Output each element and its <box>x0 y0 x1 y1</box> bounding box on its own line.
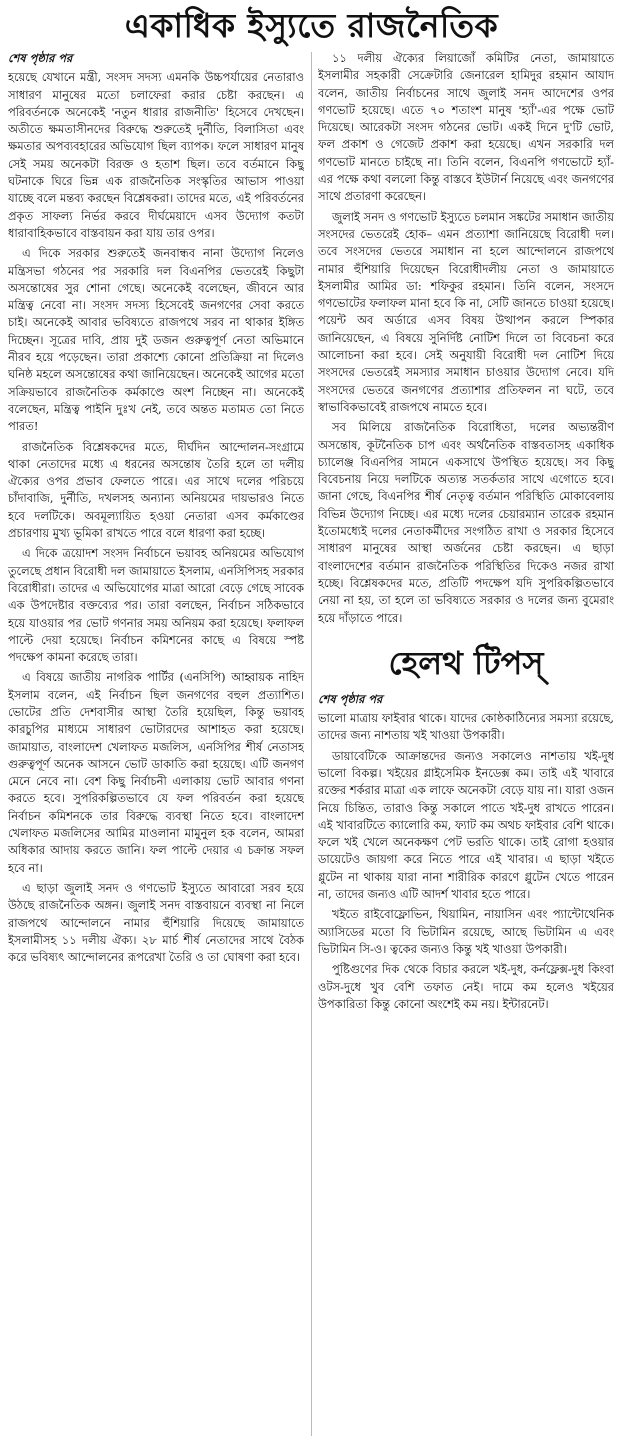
health-tips-headline: হেলথ টিপস্ <box>388 643 544 682</box>
headline: একাধিক ইস্যুতে রাজনৈতিক <box>124 6 499 45</box>
health-paragraph: ডায়াবেটিকে আক্রান্তদের জন্যও সকালেও নাশতায় খই-দুধ ভালো বিকল্প। খইয়ের গ্লাইসেমিক ইনডেক্স কম। তাই এই খাবারে রক্তের শর্করার মাত্রা এক লাফে অনেকটা বেড়ে যায় না। যারা ওজন নিয়ে চিন্তিত, তারাও কিন্তু সকালে পাতে খই-দুধ রাখতে পারেন। এই খাবারটিতে ক্যালোরি কম, ফ্যাট কম অথচ ফাইবার বেশি থাকে। ফলে খই খেলে অনেকক্ষণ পেট ভরতি থাকে। তাই রোগা হওয়ার ডায়েটেও জায়গা করে নিতে পারে এই খাবার। এ ছাড়া খইতে গ্লুটেন না থাকায় যারা নানা শারীরিক কারণে গ্লুটেন খেতে পারেন না, তাদের জন্যও এটি আদর্শ খাবার হতে পারে। <box>318 748 614 902</box>
article-paragraph: সব মিলিয়ে রাজনৈতিক বিরোধিতা, দলের অভ্যন্তরীণ অসন্তোষ, কূটনৈতিক চাপ এবং অর্থনৈতিক বাস্তবতাসহ একাধিক চ্যালেঞ্জ বিএনপির সামনে একসাথে উপস্থিত হয়েছে। সব কিছু বিবেচনায় নিয়ে দলটিকে অত্যন্ত সতর্কতার সাথে এগোতে হবে। জানা গেছে, বিএনপির শীর্ষ নেতৃত্ব বর্তমান পরিস্থিতি মোকাবেলায় বিভিন্ন উদ্যোগ নিচ্ছে। এর মধ্যে দলের চেয়ারম্যান তারেক রহমান ইতোমধ্যেই দলের নেতাকর্মীদের সংগঠিত রাখা ও সরকার হিসেবে সাধারণ মানুষের আস্থা অর্জনের চেষ্টা করছেন। এ ছাড়া বাংলাদেশের বর্তমান রাজনৈতিক পরিস্থিতির দিকেও নজর রাখা হচ্ছে। বিশ্লেষকদের মতে, প্রতিটি পদক্ষেপ যদি সুপরিকল্পিতভাবে নেয়া না হয়, তা হলে তা ভবিষ্যতে সরকার ও দলের জন্য বুমেরাং হয়ে দাঁড়াতে পারে। <box>318 420 614 625</box>
article-paragraph: এ দিকে সরকার শুরুতেই জনবান্ধব নানা উদ্যোগ নিলেও মন্ত্রিসভা গঠনের পর সরকারি দল বিএনপির ভেতরেই কিছুটা অসন্তোষের সুর শোনা গেছে। অনেকেই বলেছেন, জীবনে আর মন্ত্রিত্ব নেবো না। সংসদ সদস্য হিসেবেই জনগণের সেবা করতে চাই। অনেকেই আবার ভবিষ্যতে রাজপথে সরব না থাকার ইঙ্গিত দিচ্ছেন। সূত্রের দাবি, প্রায় দুই ডজন গুরুত্বপূর্ণ নেতা অভিমানে নীরব হয়ে পড়েছেন। তারা প্রকাশ্যে কোনো প্রতিক্রিয়া না দিলেও ঘনিষ্ঠ মহলে অসন্তোষের কথা জানিয়েছেন। অনেকেই আগের মতো সক্রিয়ভাবে রাজনৈতিক কর্মকাণ্ডে অংশ নিচ্ছেন না। অনেকেই বলেছেন, মন্ত্রিত্ব পাইনি দুঃখ নেই, তবে অন্তত মতামত তো নিতে পারত! <box>8 246 304 434</box>
health-paragraph: ভালো মাত্রায় ফাইবার থাকে। যাদের কোষ্ঠকাঠিন্যের সমস্যা রয়েছে, তাদের জন্য নাশতায় খই খাওয়া উপকারী। <box>318 711 614 743</box>
left-column <box>8 50 304 1440</box>
article-paragraph: এ দিকে ত্রয়োদশ সংসদ নির্বাচনে ভয়াবহ অনিয়মের অভিযোগ তুলেছে প্রধান বিরোধী দল জামায়াতে ইসলাম, এনসিপিসহ সরকার বিরোধীরা। তাদের এ অভিযোগের মাত্রা আরো বেড়ে গেছে সাবেক এক উপদেষ্টার বক্তব্যের পর। তারা বলছেন, নির্বাচন সঠিকভাবে হয়ে যাওয়ার পর ভোট গণনার সময় অনিয়ম করা হয়েছে। ফলাফল পাল্টে দেয়া হয়েছে। নির্বাচন কমিশনের কাছে এ বিষয়ে স্পষ্ট পদক্ষেপ কামনা করেছে তারা। <box>8 546 304 665</box>
continued-label: শেষ পৃষ্ঠার পর <box>8 51 73 65</box>
continued-label: শেষ পৃষ্ঠার পর <box>318 691 383 706</box>
article-paragraph: জুলাই সনদ ও গণভোট ইস্যুতে চলমান সঙ্কটের সমাধান জাতীয় সংসদের ভেতরেই হোক– এমন প্রত্যাশা জানিয়েছে বিরোধী দল। তবে সংসদের ভেতরে সমাধান না হলে আন্দোলনে রাজপথে নামার হুঁশিয়ারি দিয়েছেন বিরোধীদলীয় নেতা ও জামায়াতে ইসলামীর আমির ডা: শফিকুর রহমান। তিনি বলেন, সংসদে গণভোটের ফলাফল মানা হবে কি না, সেটি জানতে চাওয়া হয়েছে। পয়েন্ট অব অর্ডারে এসব বিষয় উত্থাপন করলে স্পিকার জানিয়েছেন, এ বিষয়ে সুনির্দিষ্ট নোটিশ দিলে তা বিবেচনা করে আলোচনা করা হবে। সেই অনুযায়ী বিরোধী দল নোটিশ দিয়ে সংসদের ভেতরেই সমস্যার সমাধান চাওয়ার উদ্যোগ নেবে। যদি সংসদের ভেতরে জনগণের প্রত্যাশার প্রতিফলন না ঘটে, তবে স্বাভাবিকভাবেই রাজপথে নামতে হবে। <box>318 209 614 414</box>
article-paragraph: হয়েছে যেখানে মন্ত্রী, সংসদ সদস্য এমনকি উচ্চপর্যায়ের নেতারাও সাধারণ মানুষের মতো চলাফেরা করার চেষ্টা করছেন। এ পরিবর্তনকে অনেকেই 'নতুন ধারার রাজনীতি' হিসেবে দেখছেন। অতীতে ক্ষমতাসীনদের বিরুদ্ধে শুরুতেই দুর্নীতি, বিলাসিতা এবং ক্ষমতার অপব্যবহারের অভিযোগ ছিল ব্যাপক। ফলে সাধারণ মানুষ সেই সময় অনেকটা বিরক্ত ও হতাশ ছিল। তবে বর্তমানে কিছু ঘটনাকে ঘিরে ভিন্ন এক রাজনৈতিক সংস্কৃতির আভাস পাওয়া যাচ্ছে বলে মন্তব্য করছেন বিশ্লেষকরা। তাদের মতে, এই পরিবর্তনের প্রকৃত সাফল্য নির্ভর করবে দীর্ঘমেয়াদে এসব উদ্যোগ কতটা ধারাবাহিকভাবে বাস্তবায়ন করা যায় তার ওপর। <box>8 70 304 240</box>
article-paragraph: এ বিষয়ে জাতীয় নাগরিক পার্টির (এনসিপি) আহ্বায়ক নাহিদ ইসলাম বলেন, এই নির্বাচন ছিল জনগণের বহুল প্রত্যাশিত। ভোটের প্রতি দেশবাসীর আস্থা তৈরি হয়েছিল, কিন্তু ভয়াবহ কারচুপির মাধ্যমে সাধারণ ভোটারদের আশাহত করা হয়েছে। জামায়াত, বাংলাদেশ খেলাফত মজলিস, এনসিপির শীর্ষ নেতাসহ গুরুত্বপূর্ণ অনেক আসনে ভোট ডাকাতি করা হয়েছে। এটি জনগণ মেনে নেবে না। বেশ কিছু নির্বাচনী এলাকায় ভোট আবার গণনা করতে হবে। সুপরিকল্পিতভাবে যে ফল পরিবর্তন করা হয়েছে নির্বাচন কমিশনকে তার বিরুদ্ধে ব্যবস্থা নিতে হবে। বাংলাদেশ খেলাফত মজলিসের আমির মাওলানা মামুনুল হক বলেন, আমরা অধিকার আদায় করতে জানি। ফল পাল্টে দেয়ার এ চক্রান্ত সফল হবে না। <box>8 670 304 875</box>
right-column <box>318 50 614 1440</box>
article-paragraph: রাজনৈতিক বিশ্লেষকদের মতে, দীর্ঘদিন আন্দোলন-সংগ্রামে থাকা নেতাদের মধ্যে এ ধরনের অসন্তোষ তৈরি হলে তা দলীয় ঐক্যের ওপর প্রভাব ফেলতে পারে। এর সাথে দলের পরিচয়ে চাঁদাবাজি, দুর্নীতি, দখলসহ অন্যান্য অনিয়মের দায়ভারও নিতে হবে দলটিকে। অবমূল্যায়িত হওয়া নেতারা এসব কর্মকাণ্ডের প্রচারণায় মুখ্য ভূমিকা রাখতে পারে বলে ধারণা করা হচ্ছে। <box>8 439 304 541</box>
health-paragraph: খইতে রাইবোফ্লোভিন, থিয়ামিন, নায়াসিন এবং প্যান্টোথেনিক অ্যাসিডের মতো বি ভিটামিন রয়েছে, আছে ভিটামিন এ এবং ভিটামিন সি-ও। ত্বকের জন্যও কিন্তু খই খাওয়া উপকারী। <box>318 907 614 956</box>
column-divider <box>311 52 312 1436</box>
article-paragraph: ১১ দলীয় ঐক্যের লিয়াজোঁ কমিটির নেতা, জামায়াতে ইসলামীর সহকারী সেক্রেটারি জেনারেল হামিদুর রহমান আযাদ বলেন, জাতীয় নির্বাচনের সাথে জুলাই সনদ আদেশের ওপর গণভোট হয়েছে। এতে ৭০ শতাংশ মানুষ 'হ্যাঁ'-এর পক্ষে ভোট দিয়েছে। আরেকটা সংসদ গঠনের ভোট। একই দিনে দু'টি ভোট, ফল প্রকাশ ও গেজেট প্রকাশ করা হয়েছে। এখন সরকারি দল গণভোট মানতে চাইছে না। তিনি বলেন, বিএনপি গণভোটে হ্যাঁ-এর পক্ষে কথা বললো কিন্তু বাস্তবে ইউটার্ন নিয়েছে এবং জনগণের সাথে প্রতারণা করেছেন। <box>318 51 614 204</box>
health-paragraph: পুষ্টিগুণের দিক থেকে বিচার করলে খই-দুধ, কর্নফ্লেক্স-দুধ কিংবা ওটস-দুধে খুব বেশি তফাত নেই। দামে কম হলেও খইয়ের উপকারিতা কিন্তু কোনো অংশেই কম নয়। ইন্টারনেট। <box>318 962 614 1011</box>
article-paragraph: এ ছাড়া জুলাই সনদ ও গণভোট ইস্যুতে আবারো সরব হয়ে উঠছে রাজনৈতিক অঙ্গন। জুলাই সনদ বাস্তবায়নে ব্যবস্থা না নিলে রাজপথে আন্দোলনে নামার হুঁশিয়ারি দিয়েছে জামায়াতে ইসলামীসহ ১১ দলীয় ঐক্য। ২৮ মার্চ শীর্ষ নেতাদের সাথে বৈঠক করে ভবিষ্যৎ আন্দোলনের রূপরেখা তৈরি ও তা ঘোষণা করা হবে। <box>8 880 304 965</box>
